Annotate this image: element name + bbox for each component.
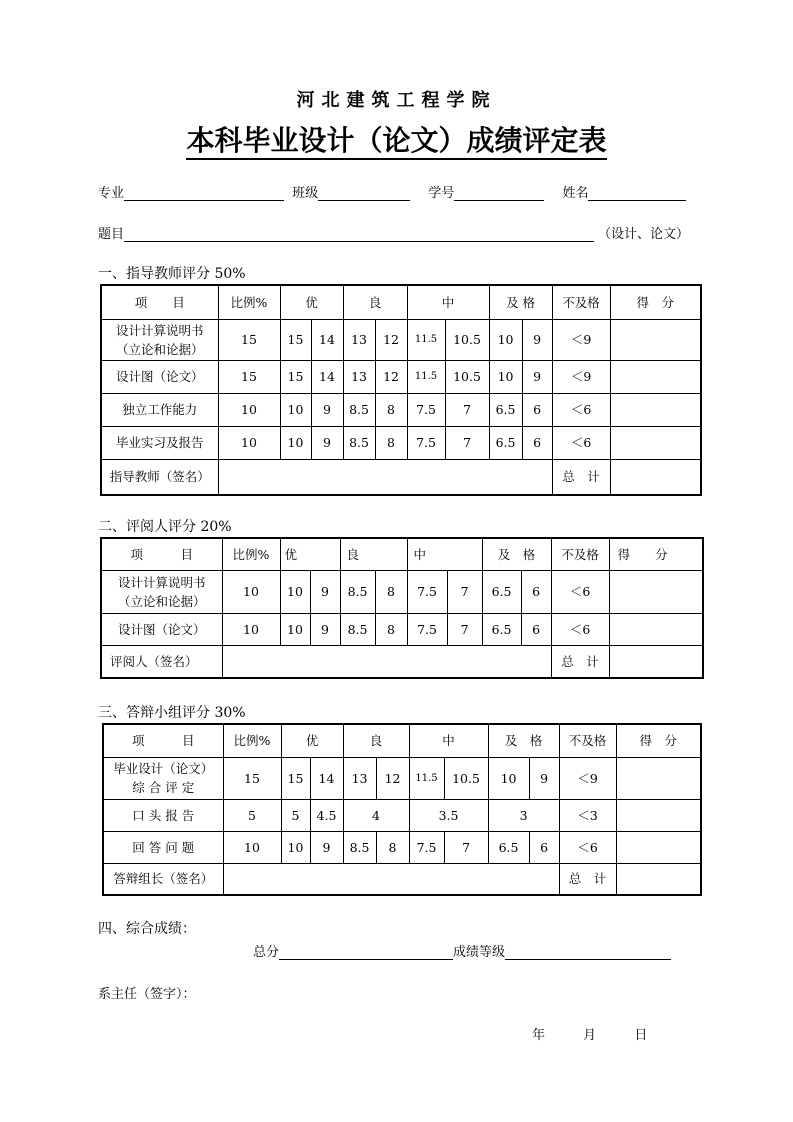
value-cell: 6 — [529, 831, 559, 863]
class-field[interactable] — [318, 185, 410, 201]
value-cell: 8.5 — [343, 831, 376, 863]
year-label: 年 — [532, 1028, 546, 1043]
value-cell: 8 — [375, 570, 407, 613]
value-cell: 6 — [521, 613, 551, 645]
value-cell: 12 — [375, 360, 407, 393]
header-score: 得 分 — [616, 724, 701, 757]
value-cell: 3.5 — [409, 799, 488, 831]
value-cell: 9 — [311, 393, 343, 426]
score-cell[interactable] — [610, 319, 701, 360]
advisor-sign-label: 指导教师（签名） — [101, 459, 218, 495]
fail-cell: ＜9 — [552, 360, 610, 393]
value-cell: 7.5 — [407, 426, 445, 459]
item-cell: 独立工作能力 — [101, 393, 218, 426]
value-cell: 10 — [489, 360, 522, 393]
score-cell[interactable] — [610, 393, 701, 426]
ratio-cell: 10 — [222, 613, 280, 645]
topic-field[interactable] — [124, 226, 594, 242]
value-cell: 15 — [281, 757, 310, 799]
value-cell: 13 — [343, 757, 376, 799]
value-cell: 6.5 — [489, 393, 522, 426]
table-header-row — [103, 724, 701, 757]
table-header-row — [101, 538, 703, 570]
value-cell: 6.5 — [482, 570, 521, 613]
total-score-cell[interactable] — [609, 645, 703, 678]
header-fail: 不及格 — [552, 285, 610, 319]
student-no-field[interactable] — [454, 185, 544, 201]
value-cell: 13 — [343, 319, 375, 360]
item-cell: 毕业实习及报告 — [101, 426, 218, 459]
student-no-label: 学号 — [428, 186, 455, 201]
header-medium: 中 — [407, 538, 482, 570]
topic-row — [98, 223, 698, 242]
table-row — [103, 831, 701, 863]
name-field[interactable] — [588, 185, 686, 201]
director-sign-label: 系主任（签字）： — [98, 987, 196, 1002]
class-label: 班级 — [292, 186, 319, 201]
table-row — [101, 319, 701, 360]
fail-cell: ＜9 — [559, 757, 616, 799]
header-ratio: 比例% — [222, 538, 280, 570]
section-2-heading: 二、评阅人评分 20% — [98, 519, 232, 535]
item-line-2: 综 合 评 定 — [132, 780, 195, 795]
score-cell[interactable] — [609, 613, 703, 645]
value-cell: 7 — [447, 570, 482, 613]
value-cell: 6.5 — [488, 831, 529, 863]
value-cell: 10.5 — [445, 319, 489, 360]
value-cell: 6.5 — [489, 426, 522, 459]
value-cell: 9 — [310, 831, 343, 863]
value-cell: 6 — [522, 426, 552, 459]
header-item: 项 目 — [101, 538, 222, 570]
ratio-cell: 10 — [222, 570, 280, 613]
value-cell: 10.5 — [445, 360, 489, 393]
value-cell: 8 — [375, 393, 407, 426]
value-cell: 7 — [444, 831, 488, 863]
header-score: 得 分 — [609, 538, 703, 570]
value-cell: 10 — [488, 757, 529, 799]
item-cell — [101, 319, 218, 360]
header-fail: 不及格 — [551, 538, 609, 570]
header-pass: 及 格 — [489, 285, 552, 319]
item-line-1: 设计计算说明书 — [115, 322, 204, 338]
score-cell[interactable] — [616, 799, 701, 831]
value-cell: 11.5 — [407, 360, 445, 393]
value-cell: 10 — [489, 319, 522, 360]
total-score-cell[interactable] — [610, 459, 701, 495]
item-line-1: 毕业设计（论文） — [113, 761, 214, 776]
value-cell: 4 — [343, 799, 409, 831]
item-line-2: （立论和论据） — [117, 593, 206, 609]
grade-field[interactable] — [505, 944, 671, 960]
total-score-field[interactable] — [279, 944, 453, 960]
ratio-cell: 5 — [223, 799, 281, 831]
value-cell: 8.5 — [340, 613, 375, 645]
header-excellent: 优 — [280, 285, 343, 319]
form-title: 本科毕业设计（论文）成绩评定表 — [0, 119, 793, 159]
reviewer-sign-field[interactable] — [222, 645, 551, 678]
ratio-cell: 10 — [218, 393, 280, 426]
value-cell: 15 — [280, 319, 311, 360]
value-cell: 10 — [280, 570, 310, 613]
value-cell: 7.5 — [409, 831, 444, 863]
signature-row — [101, 459, 701, 495]
item-cell: 设计图（论文） — [101, 360, 218, 393]
item-line-2: （立论和论据） — [115, 341, 204, 357]
value-cell: 7.5 — [407, 393, 445, 426]
value-cell: 11.5 — [407, 319, 445, 360]
value-cell: 9 — [310, 613, 340, 645]
header-ratio: 比例% — [218, 285, 280, 319]
header-excellent: 优 — [280, 538, 340, 570]
topic-label: 题目 — [98, 227, 125, 242]
value-cell: 7 — [445, 393, 489, 426]
fail-cell: ＜9 — [552, 319, 610, 360]
header-ratio: 比例% — [223, 724, 281, 757]
value-cell: 6 — [521, 570, 551, 613]
day-label: 日 — [634, 1028, 648, 1043]
defense-leader-sign-label: 答辩组长（签名） — [103, 863, 223, 895]
value-cell: 8.5 — [343, 393, 375, 426]
value-cell: 7.5 — [407, 613, 447, 645]
value-cell: 12 — [375, 319, 407, 360]
fail-cell: ＜6 — [559, 831, 616, 863]
table-row — [101, 393, 701, 426]
item-cell: 回 答 问 题 — [103, 831, 223, 863]
score-cell[interactable] — [616, 831, 701, 863]
total-label: 总 计 — [551, 645, 609, 678]
table-row — [101, 426, 701, 459]
value-cell: 8.5 — [343, 426, 375, 459]
defense-score-table — [102, 723, 702, 896]
topic-suffix: （设计、论文） — [598, 227, 690, 242]
score-cell[interactable] — [616, 757, 701, 799]
ratio-cell: 15 — [223, 757, 281, 799]
fail-cell: ＜6 — [551, 570, 609, 613]
advisor-sign-field[interactable] — [218, 459, 552, 495]
ratio-cell: 10 — [218, 426, 280, 459]
value-cell: 10 — [280, 393, 311, 426]
value-cell: 6 — [522, 393, 552, 426]
value-cell: 13 — [343, 360, 375, 393]
score-cell[interactable] — [610, 360, 701, 393]
item-line-1: 设计计算说明书 — [117, 574, 206, 590]
school-name: 河北建筑工程学院 — [296, 90, 497, 111]
total-score-cell[interactable] — [616, 863, 701, 895]
value-cell: 7 — [447, 613, 482, 645]
signature-row — [103, 863, 701, 895]
header-medium: 中 — [409, 724, 488, 757]
major-field[interactable] — [124, 185, 284, 201]
value-cell: 8 — [376, 831, 409, 863]
date-row — [532, 1024, 732, 1043]
item-cell — [101, 570, 222, 613]
value-cell: 9 — [522, 360, 552, 393]
section-4-heading: 四、综合成绩： — [98, 921, 196, 937]
total-label: 总 计 — [552, 459, 610, 495]
header-good: 良 — [343, 724, 409, 757]
ratio-cell: 10 — [223, 831, 281, 863]
fail-cell: ＜6 — [551, 613, 609, 645]
name-label: 姓名 — [562, 186, 589, 201]
value-cell: 9 — [311, 426, 343, 459]
fail-cell: ＜6 — [552, 426, 610, 459]
value-cell: 11.5 — [409, 757, 444, 799]
final-score-row — [253, 941, 693, 960]
value-cell: 7 — [445, 426, 489, 459]
table-row — [101, 360, 701, 393]
item-cell: 口 头 报 告 — [103, 799, 223, 831]
item-cell: 设计图（论文） — [101, 613, 222, 645]
month-label: 月 — [583, 1028, 597, 1043]
grade-label: 成绩等级 — [453, 945, 506, 960]
header-excellent: 优 — [281, 724, 343, 757]
header-item: 项 目 — [101, 285, 218, 319]
section-1-heading: 一、指导教师评分 50% — [98, 266, 246, 282]
value-cell: 5 — [281, 799, 310, 831]
header-score: 得 分 — [610, 285, 701, 319]
item-cell — [103, 757, 223, 799]
table-header-row — [101, 285, 701, 319]
student-info-row — [98, 182, 698, 201]
value-cell: 9 — [310, 570, 340, 613]
section-3-heading: 三、答辩小组评分 30% — [98, 705, 246, 721]
table-row — [101, 613, 703, 645]
score-cell[interactable] — [610, 426, 701, 459]
value-cell: 8 — [375, 426, 407, 459]
value-cell: 15 — [280, 360, 311, 393]
value-cell: 10 — [280, 426, 311, 459]
fail-cell: ＜6 — [552, 393, 610, 426]
table-row — [101, 570, 703, 613]
value-cell: 6.5 — [482, 613, 521, 645]
defense-leader-sign-field[interactable] — [223, 863, 559, 895]
total-score-label: 总分 — [253, 945, 280, 960]
reviewer-score-table — [100, 537, 704, 679]
ratio-cell: 15 — [218, 319, 280, 360]
signature-row — [101, 645, 703, 678]
advisor-score-table — [100, 284, 702, 496]
reviewer-sign-label: 评阅人（签名） — [101, 645, 222, 678]
header-pass: 及 格 — [482, 538, 551, 570]
value-cell: 9 — [522, 319, 552, 360]
header-medium: 中 — [407, 285, 489, 319]
score-cell[interactable] — [609, 570, 703, 613]
value-cell: 4.5 — [310, 799, 343, 831]
value-cell: 12 — [376, 757, 409, 799]
value-cell: 8 — [375, 613, 407, 645]
fail-cell: ＜3 — [559, 799, 616, 831]
table-row — [103, 799, 701, 831]
value-cell: 10.5 — [444, 757, 488, 799]
header-good: 良 — [340, 538, 407, 570]
header-fail: 不及格 — [559, 724, 616, 757]
value-cell: 14 — [310, 757, 343, 799]
value-cell: 7.5 — [407, 570, 447, 613]
ratio-cell: 15 — [218, 360, 280, 393]
total-label: 总 计 — [559, 863, 616, 895]
value-cell: 9 — [529, 757, 559, 799]
header-good: 良 — [343, 285, 407, 319]
header-item: 项 目 — [103, 724, 223, 757]
value-cell: 14 — [311, 360, 343, 393]
major-label: 专业 — [98, 186, 125, 201]
value-cell: 14 — [311, 319, 343, 360]
table-row — [103, 757, 701, 799]
value-cell: 8.5 — [340, 570, 375, 613]
value-cell: 10 — [280, 613, 310, 645]
value-cell: 3 — [488, 799, 559, 831]
header-pass: 及 格 — [488, 724, 559, 757]
value-cell: 10 — [281, 831, 310, 863]
